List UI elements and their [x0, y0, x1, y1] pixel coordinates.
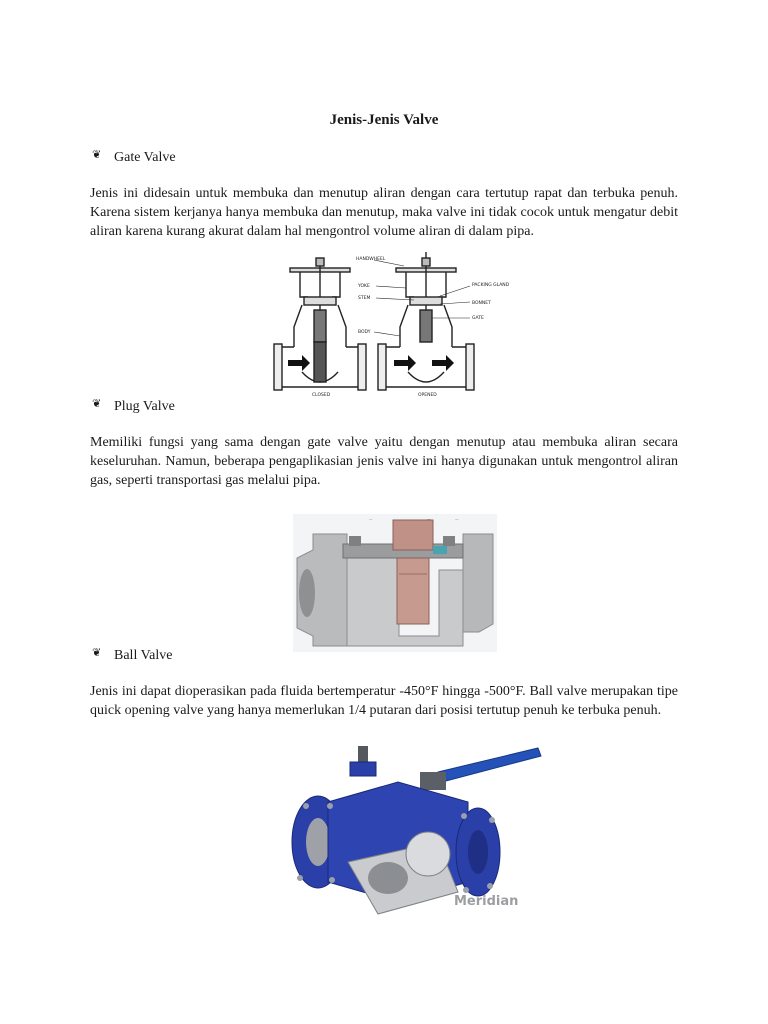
section-heading-gate-valve [92, 150, 176, 166]
gate-valve-paragraph: Jenis ini didesain untuk membuka dan menutup aliran dengan cara tertutup rapat dan terbuka penuh. Karena sistem kerjanya hanya membuka dan menutup, maka valve ini tidak cocok untuk mengatur debit aliran karena kurang akurat dalam hal mengontrol volume aliran di dalam pipa. [90, 186, 678, 239]
page-title: Jenis-Jenis Valve [329, 112, 439, 128]
section-heading-text: Gate Valve [114, 150, 176, 165]
section-heading-ball-valve [92, 648, 172, 664]
label-body: BODY [358, 330, 371, 335]
bullet-icon: ❦ [92, 397, 102, 410]
section-heading-plug-valve [92, 399, 175, 415]
svg-text:—: — [369, 517, 373, 521]
label-packing-gland: PACKING GLAND [472, 283, 510, 288]
section-heading-text: Plug Valve [114, 399, 175, 414]
svg-text:—: — [427, 517, 431, 521]
label-yoke: YOKE [358, 284, 370, 289]
label-gate: GATE [472, 316, 484, 321]
ball-valve-paragraph: Jenis ini dapat dioperasikan pada fluida bertemperatur -450°F hingga -500°F. Ball valve merupakan tipe quick opening valve yang hanya memerlukan 1/4 putaran dari posisi tertutup penuh ke terbuka penuh. [90, 684, 678, 718]
label-handwheel: HANDWHEEL [356, 257, 386, 262]
svg-text:—: — [455, 517, 459, 521]
bullet-icon: ❦ [92, 646, 102, 659]
meridian-watermark: Meridian [454, 894, 519, 909]
label-opened: OPENED [418, 393, 437, 398]
label-closed: CLOSED [312, 393, 331, 398]
ball-valve-image [288, 742, 546, 918]
bullet-icon: ❦ [92, 148, 102, 161]
gate-valve-diagram [274, 252, 510, 398]
plug-valve-image [293, 514, 497, 652]
plug-valve-paragraph: Memiliki fungsi yang sama dengan gate valve yaitu dengan menutup atau membuka aliran secara keseluruhan. Namun, beberapa pengaplikasian jenis valve ini hanya digunakan untuk mengontrol aliran gas, seperti transportasi gas melalui pipa. [90, 435, 678, 488]
label-stem: STEM [358, 296, 371, 301]
section-heading-text: Ball Valve [114, 648, 173, 663]
label-bonnet: BONNET [472, 301, 491, 306]
